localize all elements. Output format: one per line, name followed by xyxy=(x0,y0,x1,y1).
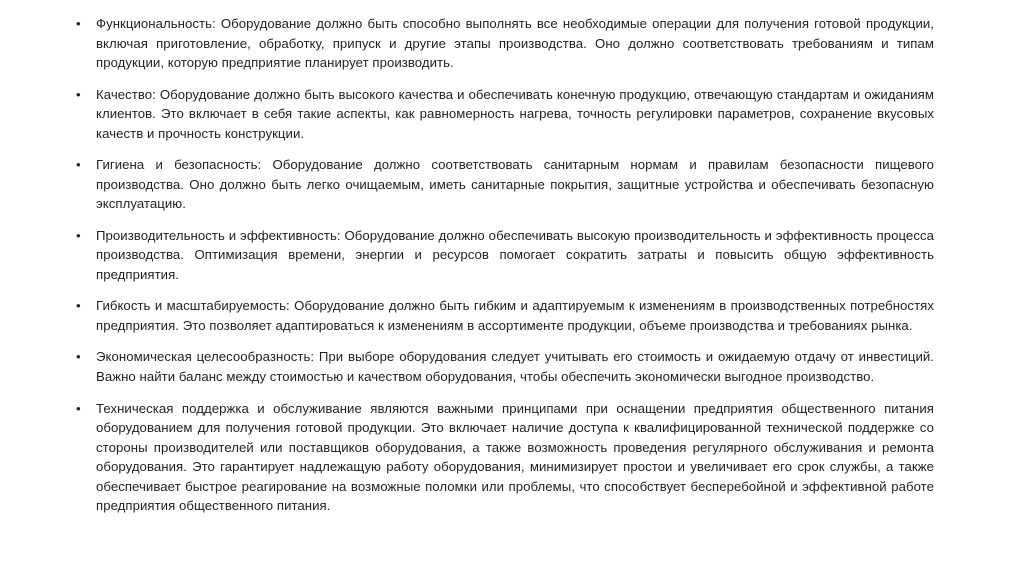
bullet-icon: • xyxy=(76,349,81,365)
list-item xyxy=(70,85,934,144)
bullet-icon: • xyxy=(76,86,81,102)
list-item-text: Функциональность: Оборудование должно быть способно выполнять все необходимые операции для получения готовой продукции, включая приготовление, обработку, припуск и другие этапы производства. Оно должно соответствовать требованиям и типам продукции, которую предприятие планирует производить. xyxy=(96,16,934,71)
list-item xyxy=(70,14,934,73)
list-item-text: Производительность и эффективность: Оборудование должно обеспечивать высокую производительность и эффективность процесса производства. Оптимизация времени, энергии и ресурсов помогает сократить затраты и повысить общую эффективность предприятия. xyxy=(96,227,934,282)
list-item-text: Качество: Оборудование должно быть высокого качества и обеспечивать конечную продукцию, отвечающую стандартам и ожиданиям клиентов. Это включает в себя такие аспекты, как равномерность нагрева, точность регулировки параметров, сохранение вкусовых качеств и прочность конструкции. xyxy=(96,86,934,141)
list-item-text: Экономическая целесообразность: При выборе оборудования следует учитывать его стоимость и ожидаемую отдачу от инвестиций. Важно найти баланс между стоимостью и качеством оборудования, чтобы обеспечить экономически выгодное производство. xyxy=(96,349,934,384)
list-item-text: Техническая поддержка и обслуживание являются важными принципами при оснащении предприятия общественного питания оборудованием для получения готовой продукции. Это включает наличие доступа к квалифицированной технической поддержке со стороны производителей или поставщиков оборудования, а также возможность проведения регулярного обслуживания и ремонта оборудования. Это гарантирует надлежащую работу оборудования, минимизирует простои и увеличивает его срок службы, а также обеспечивает быстрое реагирование на возможные поломки или проблемы, что способствует бесперебойной и эффективной работе предприятия общественного питания. xyxy=(96,400,934,514)
bullet-icon: • xyxy=(76,400,81,416)
list-item xyxy=(70,155,934,214)
principles-bullet-list xyxy=(70,14,934,516)
list-item xyxy=(70,296,934,335)
bullet-icon: • xyxy=(76,157,81,173)
list-item-text: Гибкость и масштабируемость: Оборудование должно быть гибким и адаптируемым к изменениям в производственных потребностях предприятия. Это позволяет адаптироваться к изменениям в ассортименте продукции, объеме производства и требованиях рынка. xyxy=(96,298,934,333)
bullet-icon: • xyxy=(76,227,81,243)
list-item xyxy=(70,399,934,516)
list-item xyxy=(70,226,934,285)
list-item-text: Гигиена и безопасность: Оборудование должно соответствовать санитарным нормам и правилам безопасности пищевого производства. Оно должно быть легко очищаемым, иметь санитарные покрытия, защитные устройства и обеспечивать безопасную эксплуатацию. xyxy=(96,157,934,212)
bullet-icon: • xyxy=(76,298,81,314)
bullet-icon: • xyxy=(76,16,81,31)
list-item xyxy=(70,347,934,386)
